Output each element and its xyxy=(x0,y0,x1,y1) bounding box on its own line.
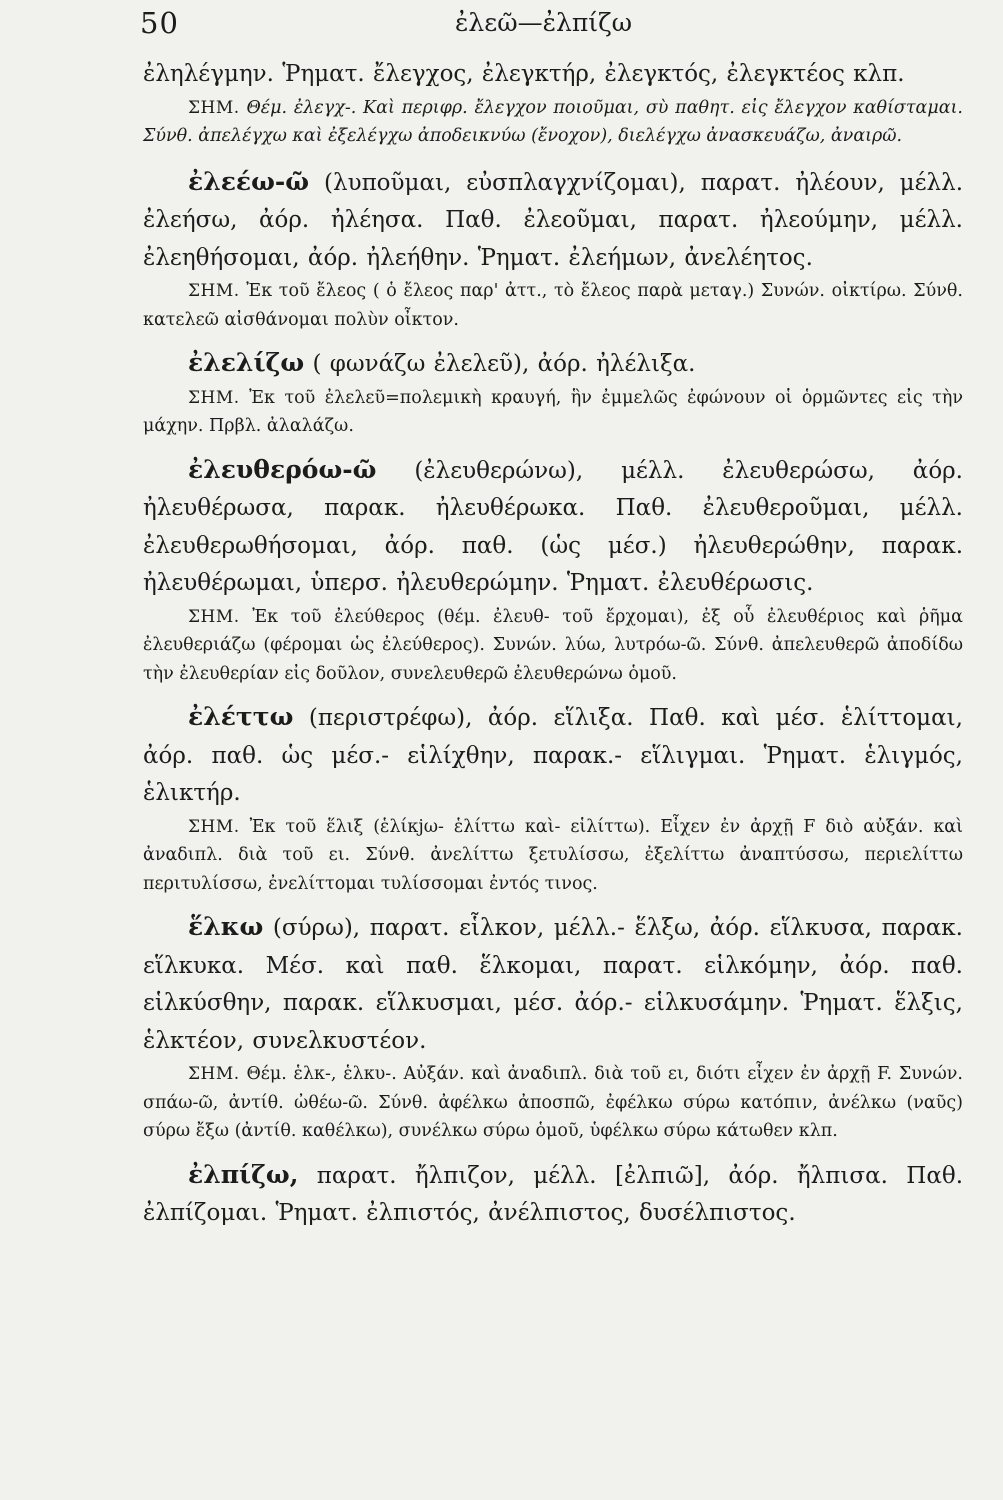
entry-note xyxy=(143,603,963,689)
note-text: Ἐκ τοῦ ἐλελεῦ=πολεμικὴ κραυγή, ἣν ἐμμελῶς ἐφώνουν οἱ ὁρμῶντες εἰς τὴν μάχην. Πρβλ. ἀλαλάζω. xyxy=(143,387,963,436)
entry-eleutheroo xyxy=(143,451,963,689)
note-label: ΣΗΜ. xyxy=(188,1064,240,1084)
note-text: Θέμ. ἑλκ-, ἑλκυ-. Αὐξάν. καὶ ἀναδιπλ. διὰ τοῦ ει, διότι εἶχεν ἐν ἀρχῇ F. Συνών. σπάω-ῶ, ἀντίθ. ὠθέω-ῶ. Σύνθ. ἀφέλκω ἀποσπῶ, ἐφέλκω σύρω κατόπιν, ἀνέλκω (ναῦς) σύρω ἔξω (ἀντίθ. καθέλκω), συνέλκω σύρω ὁμοῦ, ὑφέλκω σύρω κάτωθεν κλπ. xyxy=(143,1064,963,1141)
page-number: 50 xyxy=(140,6,179,40)
page-header xyxy=(0,4,1003,44)
note-label: ΣΗΜ. xyxy=(188,606,240,627)
headword: ἐλελίζω xyxy=(188,348,305,377)
running-head: ἐλεῶ—ἐλπίζω xyxy=(455,8,633,37)
entry-body xyxy=(143,344,963,384)
entry-note xyxy=(143,277,963,334)
note-text: Θέμ. ἐλεγχ-. Καὶ περιφρ. ἔλεγχον ποιοῦμαι, σὺ παθητ. εἰς ἔλεγχον καθίσταμαι. Σύνθ. ἀπελέγχω καὶ ἐξελέγχω ἀποδεικνύω (ἔνοχον), διελέγχω ἀνασκευάζω, ἀναιρῶ. xyxy=(143,97,963,146)
entry-text: (λυποῦμαι, εὐσπλαγχνίζομαι), παρατ. ἠλέουν, μέλλ. ἐλεήσω, ἀόρ. ἠλέησα. Παθ. ἐλεοῦμαι, παρατ. ἠλεούμην, μέλλ. ἐλεηθήσομαι, ἀόρ. ἠλεήθην. Ῥηματ. ἐλεήμων, ἀνελέητος. xyxy=(143,169,964,271)
entry-text: παρατ. ἤλπιζον, μέλλ. [ἐλπιῶ], ἀόρ. ἤλπισα. Παθ. ἐλπίζομαι. Ῥηματ. ἐλπιστός, ἀνέλπιστος, δυσέλπιστος. xyxy=(143,1162,964,1226)
entry-body xyxy=(143,163,963,278)
note-text: Ἐκ τοῦ ἕλιξ (ἑλίκjω- ἑλίττω καὶ- εἱλίττω). Εἶχεν ἐν ἀρχῇ F διὸ αὐξάν. καὶ ἀναδιπλ. διὰ τοῦ ει. Σύνθ. ἀνελίττω ξετυλίσσω, ἐξελίττω ἀναπτύσσω, περιελίττω περιτυλίσσω, ἐνελίττομαι τυλίσσομαι ἐντός τινος. xyxy=(143,816,963,894)
entry-text: (σύρω), παρατ. εἷλκον, μέλλ.- ἕλξω, ἀόρ. εἵλκυσα, παρακ. εἵλκυκα. Μέσ. καὶ παθ. ἕλκομαι, παρατ. εἱλκόμην, ἀόρ. παθ. εἱλκύσθην, παρακ. εἵλκυσμαι, μέσ. ἀόρ.- εἱλκυσάμην. Ῥηματ. ἕλξις, ἑλκτέον, συνελκυστέον. xyxy=(143,915,963,1054)
note-text: Ἐκ τοῦ ἔλεος ( ὁ ἔλεος παρ' ἀττ., τὸ ἔλεος παρὰ μεταγ.) Συνών. οἰκτίρω. Σύνθ. κατελεῶ αἰσθάνομαι πολὺν οἶκτον. xyxy=(143,281,963,330)
entry-body xyxy=(143,698,963,813)
entry-eletto xyxy=(143,698,963,898)
entry-elpizo xyxy=(143,1156,963,1233)
note-label: ΣΗΜ. xyxy=(188,387,240,408)
entry-note xyxy=(143,384,963,441)
entry-note xyxy=(143,1060,963,1146)
headword: ἐλπίζω, xyxy=(188,1159,299,1189)
entry-body xyxy=(143,451,963,603)
entry-body xyxy=(143,908,963,1060)
entry-text: (περιστρέφω), ἀόρ. εἵλιξα. Παθ. καὶ μέσ. ἑλίττομαι, ἀόρ. παθ. ὡς μέσ.- εἱλίχθην, παρακ.- εἵλιγμαι. Ῥηματ. ἑλιγμός, ἑλικτήρ. xyxy=(143,705,963,806)
note-label: ΣΗΜ. xyxy=(188,97,240,118)
headword: ἕλκω xyxy=(188,912,264,941)
entry-text: ἐληλέγμην. Ῥηματ. ἔλεγχος, ἐλεγκτήρ, ἐλεγκτός, ἐλεγκτέος κλπ. xyxy=(143,61,905,87)
headword: ἐλευθερόω-ῶ xyxy=(188,454,377,484)
entry-text: (ἐλευθερώνω), μέλλ. ἐλευθερώσω, ἀόρ. ἠλευθέρωσα, παρακ. ἠλευθέρωκα. Παθ. ἐλευθεροῦμαι, μέλλ. ἐλευθερωθήσομαι, ἀόρ. παθ. (ὡς μέσ.) ἠλευθερώθην, παρακ. ἠλευθέρωμαι, ὑπερσ. ἠλευθερώμην. Ῥηματ. ἐλευθέρωσις. xyxy=(143,457,963,596)
entry-text: ( φωνάζω ἐλελεῦ), ἀόρ. ἠλέλιξα. xyxy=(312,351,696,377)
headword: ἐλέττω xyxy=(188,702,294,731)
note-label: ΣΗΜ. xyxy=(188,281,240,301)
note-label: ΣΗΜ. xyxy=(188,816,240,837)
entry-body xyxy=(143,1156,963,1233)
entry-note xyxy=(143,813,963,899)
note-text: Ἐκ τοῦ ἐλεύθερος (θέμ. ἐλευθ- τοῦ ἔρχομαι), ἐξ οὗ ἐλευθέριος καὶ ῥῆμα ἐλευθεριάζω (φέρομαι ὡς ἐλεύθερος). Συνών. λύω, λυτρόω-ῶ. Σύνθ. ἀπελευθερῶ ἀποδίδω τὴν ἐλευθερίαν εἰς δοῦλον, συνελευθερῶ ἐλευθερώνω ὁμοῦ. xyxy=(143,606,963,684)
headword: ἐλεέω-ῶ xyxy=(188,166,310,196)
page-content xyxy=(143,56,963,1233)
entry-elelizo xyxy=(143,344,963,441)
entry-note xyxy=(143,94,963,151)
entry-helko xyxy=(143,908,963,1146)
entry-eleeo xyxy=(143,163,963,335)
entry-continuation xyxy=(143,56,963,151)
